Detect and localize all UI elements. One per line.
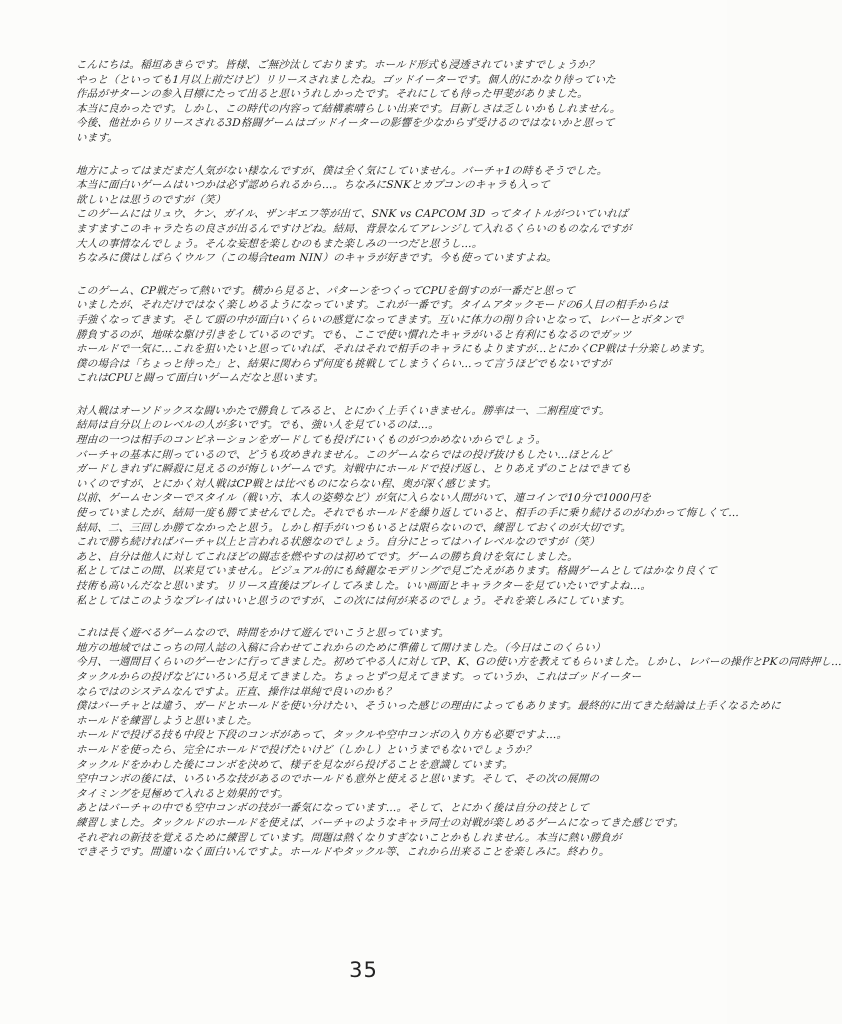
- text-line: 結局は自分以上のレベルの人が多いです。でも、強い人を見ているのは…。: [75, 419, 440, 432]
- text-line: ホールドを練習しようと思いました。: [75, 714, 259, 727]
- text-line: これは長く遊べるゲームなので、時間をかけて遊んでいこうと思っています。: [75, 627, 450, 640]
- text-line: 練習しました。タックルドのホールドを使えば、バーチャのようなキャラ同士の対戦が楽しめるゲームになってきた感じです。: [75, 816, 685, 829]
- text-line: これはCPUと闘って面白いゲームだなと思います。: [75, 372, 325, 385]
- text-line: いましたが、それだけではなく楽しめるようになっています。これが一番です。タイムアタックモードの6人目の相手からは: [75, 299, 669, 312]
- paragraph: [75, 284, 712, 386]
- text-line: タイミングを見極めて入れると効果的です。: [75, 787, 290, 800]
- text-line: ホールドで一気に…これを狙いたいと思っていれば、それはそれで相手のキャラにもよりますが…とにかくCP戦は十分楽しめます。: [75, 343, 712, 356]
- text-line: 僕はバーチャとは違う、ガードとホールドを使い分けたい、そういった感じの理由によってもあります。最終的に出てきた結論は上手くなるために: [75, 700, 782, 713]
- text-line: いくのですが、とにかく対人戦はCP戦とは比べものにならない程、奥が深く感じます。: [75, 477, 498, 490]
- text-line: 地方の地域ではこっちの同人誌の入稿に合わせてこれからのために準備して開けました。（今日はこのくらい）: [75, 641, 606, 654]
- text-line: あと、自分は他人に対してこれほどの闘志を燃やすのは初めてです。ゲームの勝ち負けを気にしました。: [75, 550, 579, 563]
- text-line: バーチャの基本に則っているので、どうも攻めきれません。このゲームならではの投げ抜けもしたい…ほとんど: [75, 448, 612, 461]
- text-line: やっと（といっても1月以上前だけど）リリースされましたね。ゴッドイーターです。個人的にかなり待っていた: [75, 73, 617, 86]
- text-line: 欲しいとは思うのですが（笑）: [75, 193, 227, 206]
- text-line: 今後、他社からリリースされる3D格闘ゲームはゴッドイーターの影響を少なからず受けるのではないかと思って: [75, 117, 615, 130]
- text-line: 空中コンボの後には、いろいろな技があるのでホールドも意外と使えると思います。そして、その次の展開の: [75, 773, 600, 786]
- text-line: 技術も高いんだなと思います。リリース直後はプレイしてみました。いい画面とキャラクターを見ていたいですよね…。: [75, 580, 652, 592]
- text-line: 勝負するのが、地味な駆け引きをしているのです。でも、ここで使い慣れたキャラがいると有利にもなるのでガッツ: [75, 328, 632, 341]
- text-line: ますますこのキャラたちの良さが出るんですけどね。結局、背景なんてアレンジして入れるくらいのものなんですが: [75, 222, 632, 235]
- text-line: 僕の場合は「ちょっと待った」と、結果に関わらず何度も挑戦してしまうくらい…って言うほどでもないですが: [75, 357, 612, 370]
- text-line: このゲーム、CP戦だって熱いです。横から見ると、パターンをつくってCPUを倒すのが一番だと思って: [75, 284, 576, 297]
- text-line: 私としてはこの間、以来見ていません。ビジュアル的にも綺麗なモデリングで見ごたえがあります。格闘ゲームとしてはかなり良くて: [75, 565, 718, 578]
- text-line: ならではのシステムなんですよ。正直、操作は単純で良いのかも？: [75, 685, 397, 698]
- text-line: 作品がサターンの参入目標にたって出ると思いうれしかったです。それにしても待った甲斐がありました。: [75, 88, 589, 101]
- text-line: 対人戦はオーソドックスな闘いかたで勝負してみると、とにかく上手くいきません。勝率は一、二割程度です。: [75, 404, 611, 417]
- text-line: ホールドを使ったら、完全にホールドで投げたいけど（しかし）というまでもないでしょうか？: [75, 743, 537, 756]
- text-line: あとはバーチャの中でも空中コンボの技が一番気になっています…。そして、とにかく後は自分の技として: [75, 802, 590, 815]
- text-line: 結局、二、三回しか勝てなかったと思う。しかし相手がいつもいるとは限らないので、練習しておくのが大切です。: [75, 521, 632, 534]
- text-line: 本当に面白いゲームはいつかは必ず認められるから…。ちなみにSNKとカプコンのキャラも入って: [75, 179, 551, 192]
- text-line: ホールドで投げる技も中段と下段のコンボがあって、タックルや空中コンボの入り方も必要ですよ…。: [75, 729, 568, 742]
- text-line: 今月、一週間目くらいのゲーセンに行ってきました。初めてやる人に対してP、K、Gの使い方を教えてもらいました。しかし、レバーの操作とPKの同時押し…: [75, 656, 842, 669]
- text-line: 以前、ゲームセンターでスタイル（戦い方、本人の姿勢など）が気に入らない人間がいて、連コインで10分で1000円を: [75, 492, 652, 505]
- text-line: これで勝ち続ければバーチャ以上と言われる状態なのでしょう。自分にとってはハイレベルなのですが（笑）: [75, 536, 601, 549]
- text-line: 手強くなってきます。そして頭の中が面白いくらいの感覚になってきます。互いに体力の削り合いとなって、レバーとボタンで: [75, 313, 684, 326]
- text-line: います。: [75, 131, 119, 144]
- paragraph: [75, 404, 740, 608]
- text-line: 使っていましたが、結局一度も勝てませんでした。それでもホールドを繰り返していると、相手の手に乗り続けるのがわかって悔しくて…: [75, 507, 740, 520]
- text-line: 地方によってはまだまだ人気がない様なんですが、僕は全く気にしていません。バーチャ1の時もそうでした。: [75, 164, 608, 177]
- text-line: それぞれの新技を覚えるために練習しています。問題は熱くなりすぎないことかもしれません。本当に熱い勝負が: [75, 831, 622, 844]
- text-line: タックルからの投げなどにいろいろ見えてきました。ちょっとずつ見えてきます。っていうか、これはゴッドイーター: [75, 670, 642, 683]
- text-line: 理由の一つは相手のコンビネーションをガードしても投げにいくものがつかめないからでしょう。: [75, 434, 547, 447]
- paragraph: [75, 626, 842, 860]
- text-line: 本当に良かったです。しかし、この時代の内容って結構素晴らしい出来です。目新しさは乏しいかもしれません。: [75, 102, 622, 115]
- page-number: 35: [349, 958, 378, 982]
- text-line: タックルドをかわした後にコンボを決めて、様子を見ながら投げることを意識しています。: [75, 758, 514, 771]
- text-line: 私としてはこのようなプレイはいいと思うのですが、この次には何が来るのでしょう。それを楽しみにしています。: [75, 594, 632, 607]
- text-line: できそうです。間違いなく面白いんですよ。ホールドやタックル等、これから出来ることを楽しみに。終わり。: [75, 846, 611, 859]
- handwritten-text-body: [75, 58, 842, 878]
- text-line: このゲームにはリュウ、ケン、ガイル、ザンギエフ等が出て、SNK vs CAPCOM 3D ってタイトルがついていれば: [75, 208, 629, 221]
- text-line: ちなみに僕はしばらくウルフ（この場合team NIN）のキャラが好きです。今も使っていますよね。: [75, 252, 558, 265]
- text-line: ガードしきれずに瞬殺に見えるのが悔しいゲームです。対戦中にホールドで投げ返し、とりあえずのことはできても: [75, 463, 632, 476]
- paragraph: [76, 58, 666, 146]
- paragraph: [76, 164, 666, 266]
- text-line: こんにちは。稲垣あきらです。皆様、ご無沙汰しております。ホールド形式も浸透されていますでしょうか？: [75, 59, 600, 71]
- text-line: 大人の事情なんでしょう。そんな妄想を楽しむのもまた楽しみの一つだと思うし…。: [75, 237, 484, 250]
